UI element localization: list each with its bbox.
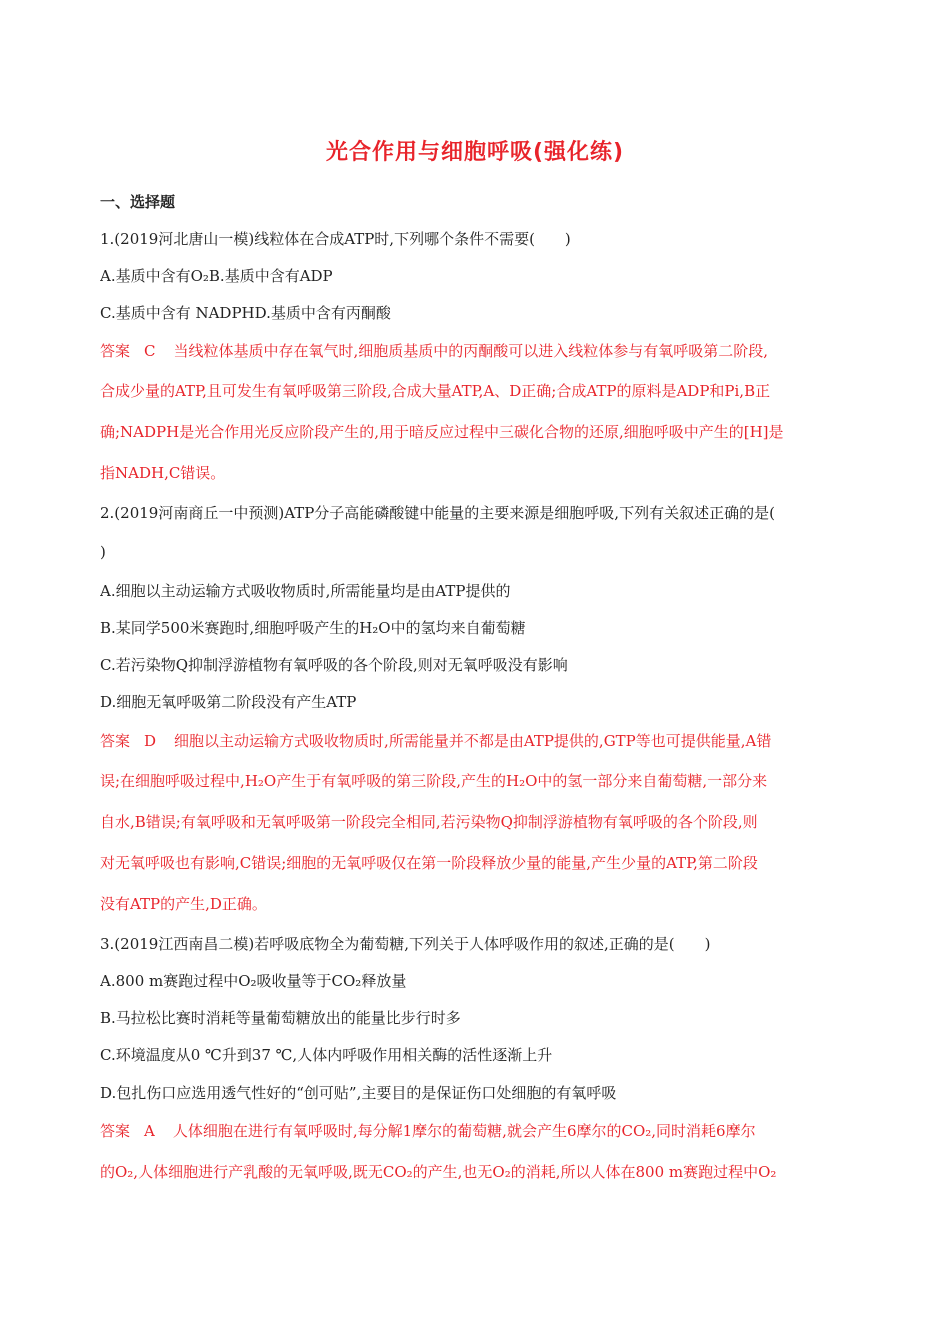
q2-explanation-4: 对无氧呼吸也有影响,C错误;细胞的无氧呼吸仅在第一阶段释放少量的能量,产生少量的ATP,第二阶段	[100, 854, 758, 872]
q2-answer-letter: D	[144, 732, 157, 750]
q2-option-a: A.细胞以主动运输方式吸收物质时,所需能量均是由ATP提供的	[100, 582, 511, 600]
q1-options-ab: A.基质中含有O₂B.基质中含有ADP	[100, 267, 333, 285]
q3-option-d: D.包扎伤口应选用透气性好的“创可贴”,主要目的是保证伤口处细胞的有氧呼吸	[100, 1084, 617, 1102]
q3-answer-line-1	[100, 1121, 852, 1141]
q1-answer-line-1	[100, 341, 852, 361]
q1-answer-label: 答案	[100, 342, 131, 360]
q3-option-a: A.800 m赛跑过程中O₂吸收量等于CO₂释放量	[100, 972, 407, 990]
q1-explanation-3: 确;NADPH是光合作用光反应阶段产生的,用于暗反应过程中三碳化合物的还原,细胞呼吸中产生的[H]是	[100, 423, 784, 441]
q1-explanation-1: 当线粒体基质中存在氧气时,细胞质基质中的丙酮酸可以进入线粒体参与有氧呼吸第二阶段,	[173, 342, 769, 360]
q3-explanation-1: 人体细胞在进行有氧呼吸时,每分解1摩尔的葡萄糖,就会产生6摩尔的CO₂,同时消耗6摩尔	[172, 1122, 756, 1140]
q1-options-cd: C.基质中含有 NADPHD.基质中含有丙酮酸	[100, 304, 391, 322]
q3-explanation-2: 的O₂,人体细胞进行产乳酸的无氧呼吸,既无CO₂的产生,也无O₂的消耗,所以人体在800 m赛跑过程中O₂	[100, 1163, 777, 1181]
page-title: 光合作用与细胞呼吸(强化练)	[325, 140, 625, 165]
q1-answer-letter: C	[144, 342, 156, 360]
q3-option-c: C.环境温度从0 ℃升到37 ℃,人体内呼吸作用相关酶的活性逐渐上升	[100, 1046, 553, 1064]
q2-stem-1: 2.(2019河南商丘一中预测)ATP分子高能磷酸键中能量的主要来源是细胞呼吸,下列有关叙述正确的是(	[100, 504, 775, 522]
q1-explanation-4: 指NADH,C错误。	[100, 464, 226, 482]
q2-explanation-5: 没有ATP的产生,D正确。	[100, 895, 267, 913]
q2-explanation-3: 自水,B错误;有氧呼吸和无氧呼吸第一阶段完全相同,若污染物Q抑制浮游植物有氧呼吸的各个阶段,则	[100, 813, 758, 831]
q3-answer-letter: A	[144, 1122, 155, 1140]
section-heading: 一、选择题	[100, 193, 176, 211]
q2-option-b: B.某同学500米赛跑时,细胞呼吸产生的H₂O中的氢均来自葡萄糖	[100, 619, 526, 637]
q3-option-b: B.马拉松比赛时消耗等量葡萄糖放出的能量比步行时多	[100, 1009, 461, 1027]
q3-stem: 3.(2019江西南昌二模)若呼吸底物全为葡萄糖,下列关于人体呼吸作用的叙述,正确的是( )	[100, 935, 711, 953]
q2-answer-label: 答案	[100, 732, 131, 750]
q3-answer-label: 答案	[100, 1122, 131, 1140]
q1-explanation-2: 合成少量的ATP,且可发生有氧呼吸第三阶段,合成大量ATP,A、D正确;合成ATP的原料是ADP和Pi,B正	[100, 382, 771, 400]
q2-stem-2: )	[100, 543, 106, 561]
q2-explanation-1: 细胞以主动运输方式吸收物质时,所需能量并不都是由ATP提供的,GTP等也可提供能量,A错	[174, 732, 772, 750]
q1-stem: 1.(2019河北唐山一模)线粒体在合成ATP时,下列哪个条件不需要( )	[100, 230, 571, 248]
q2-answer-line-1	[100, 731, 852, 751]
q2-option-c: C.若污染物Q抑制浮游植物有氧呼吸的各个阶段,则对无氧呼吸没有影响	[100, 656, 568, 674]
q2-explanation-2: 误;在细胞呼吸过程中,H₂O产生于有氧呼吸的第三阶段,产生的H₂O中的氢一部分来自葡萄糖,一部分来	[100, 772, 768, 790]
q2-option-d: D.细胞无氧呼吸第二阶段没有产生ATP	[100, 693, 357, 711]
